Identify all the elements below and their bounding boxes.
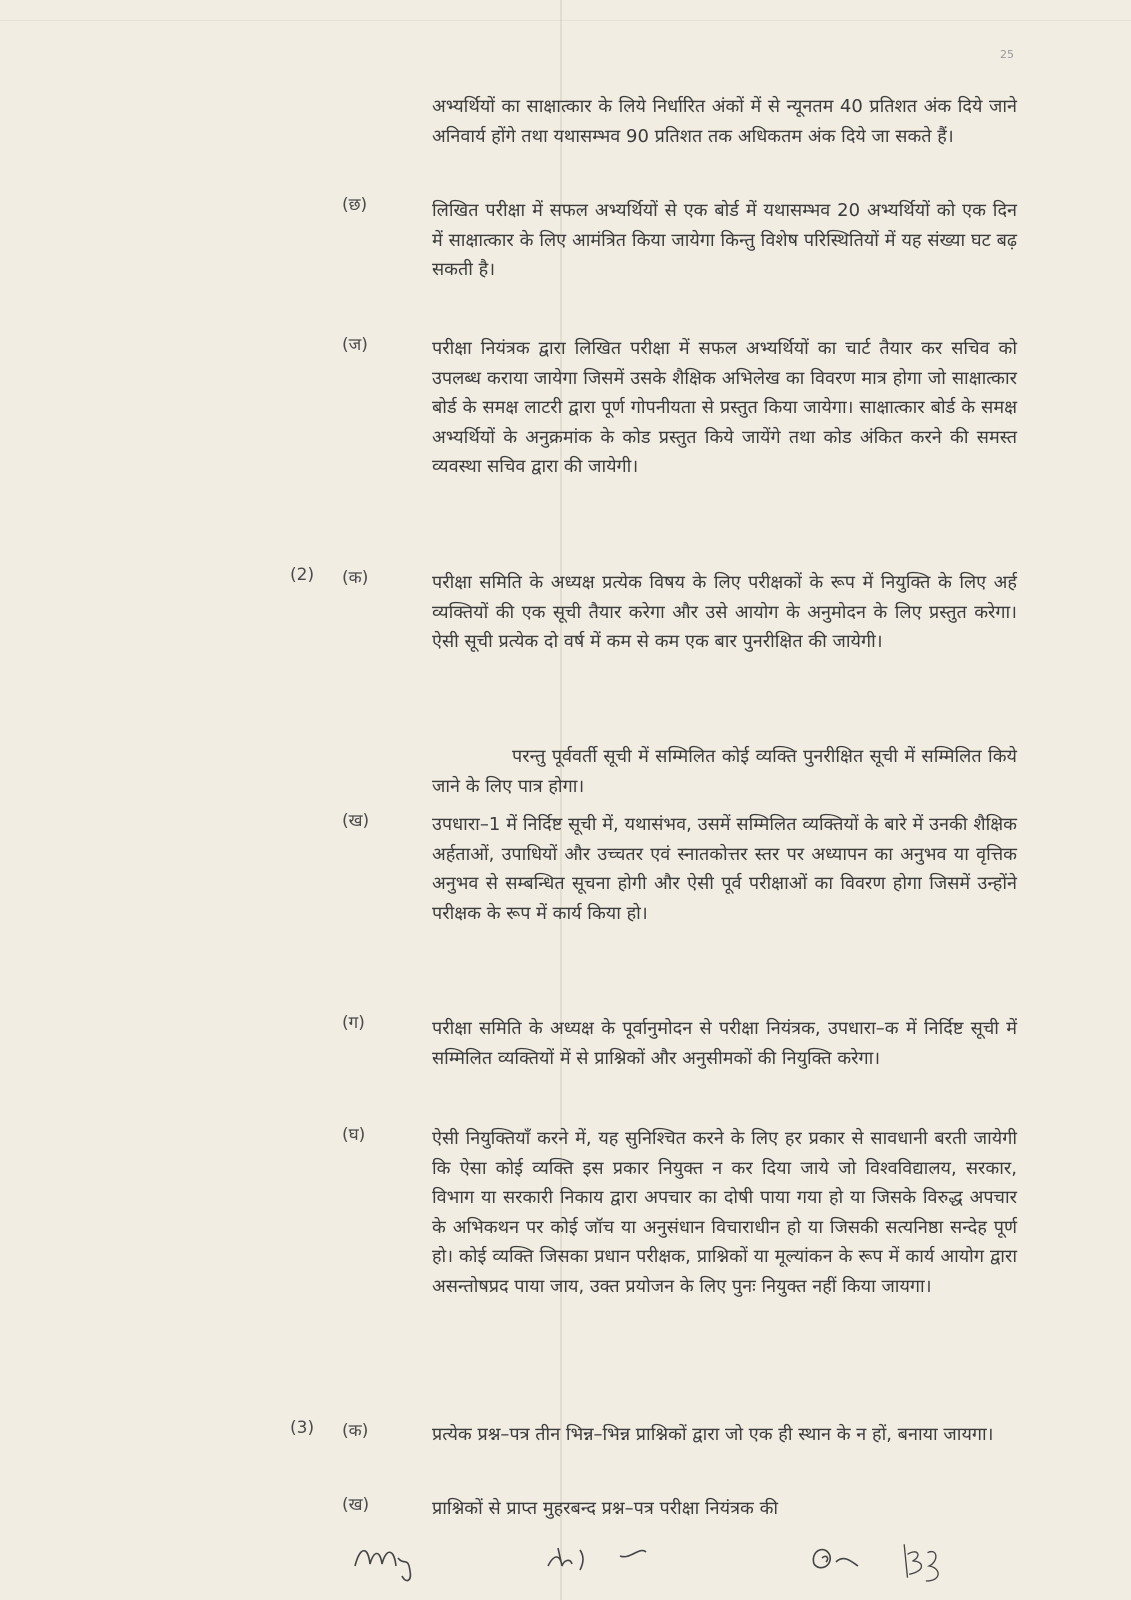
clause-text: परीक्षा नियंत्रक द्वारा लिखित परीक्षा में सफल अभ्यर्थियों का चार्ट तैयार कर सचिव को उपलब्ध कराया जायेगा जिसमें उसके शैक्षिक अभिलेख का विवरण मात्र होगा जो साक्षात्कार बोर्ड के समक्ष लाटरी द्वारा पूर्ण गोपनीयता से प्रस्तुत किया जायेगा। साक्षात्कार बोर्ड के समक्ष अभ्यर्थियों के अनुक्रमांक के कोड प्रस्तुत किये जायेंगे तथा कोड अंकित करने की समस्त व्यवस्था सचिव द्वारा की जायेगी। — [432, 338, 1017, 477]
handwritten-initials-3 — [610, 1536, 660, 1586]
handwritten-initials-2 — [540, 1536, 600, 1586]
handwritten-signature — [890, 1536, 960, 1586]
paragraph-continuation: अभ्यर्थियों का साक्षात्कार के लिये निर्धारित अंकों में से न्यूनतम 40 प्रतिशत अंक दिये जाने अनिवार्य होंगे तथा यथासम्भव 90 प्रतिशत तक अधिकतम अंक दिये जा सकते हैं। — [432, 96, 1017, 147]
clause-marker: (ख) — [342, 1495, 370, 1515]
clause-text: परीक्षा समिति के अध्यक्ष के पूर्वानुमोदन से परीक्षा नियंत्रक, उपधारा–क में निर्दिष्ट सूची में सम्मिलित व्यक्तियों में से प्राश्निकों और अनुसीमकों की नियुक्ति करेगा। — [432, 1018, 1017, 1069]
clause-marker: (क) — [342, 1421, 369, 1441]
clause-text: लिखित परीक्षा में सफल अभ्यर्थियों से एक बोर्ड में यथासम्भव 20 अभ्यर्थियों को एक दिन में साक्षात्कार के लिए आमंत्रित किया जायेगा किन्तु विशेष परिस्थितियों में यह संख्या घट बढ़ सकती है। — [432, 200, 1017, 280]
section-number: (2) — [290, 565, 315, 585]
handwritten-initials-4 — [800, 1536, 880, 1586]
clause-text: प्राश्निकों से प्राप्त मुहरबन्द प्रश्न–पत्र परीक्षा नियंत्रक की — [432, 1498, 779, 1519]
clause-marker: (घ) — [342, 1125, 366, 1145]
page-number: 25 — [1000, 48, 1014, 61]
clause-text: प्रत्येक प्रश्न–पत्र तीन भिन्न–भिन्न प्राश्निकों द्वारा जो एक ही स्थान के न हों, बनाया जायगा। — [432, 1424, 994, 1445]
clause-marker: (ग) — [342, 1013, 365, 1033]
clause-text: उपधारा–1 में निर्दिष्ट सूची में, यथासंभव, उसमें सम्मिलित व्यक्तियों के बारे में उनकी शैक्षिक अर्हताओं, उपाधियों और उच्चतर एवं स्नातकोत्तर स्तर पर अध्यापन का अनुभव या वृत्तिक अनुभव से सम्बन्धित सूचना होगी और ऐसी पूर्व परीक्षाओं का विवरण होगा जिसमें उन्होंने परीक्षक के रूप में कार्य किया हो। — [432, 814, 1017, 924]
clause-marker: (ज) — [342, 335, 368, 355]
section-number: (3) — [290, 1418, 315, 1438]
clause-marker: (छ) — [342, 195, 368, 215]
clause-text: परीक्षा समिति के अध्यक्ष प्रत्येक विषय के लिए परीक्षकों के रूप में नियुक्ति के लिए अर्ह व्यक्तियों की एक सूची तैयार करेगा और उसे आयोग के अनुमोदन के लिए प्रस्तुत करेगा। ऐसी सूची प्रत्येक दो वर्ष में कम से कम एक बार पुनरीक्षित की जायेगी। — [432, 572, 1017, 652]
clause-marker: (ख) — [342, 811, 370, 831]
paper-fold-line-horizontal — [0, 20, 1131, 21]
handwritten-initials-1 — [350, 1536, 430, 1586]
proviso-text: परन्तु पूर्ववर्ती सूची में सम्मिलित कोई व्यक्ति पुनरीक्षित सूची में सम्मिलित किये जाने के लिए पात्र होगा। — [432, 746, 1017, 797]
clause-text: ऐसी नियुक्तियाँ करने में, यह सुनिश्चित करने के लिए हर प्रकार से सावधानी बरती जायेगी कि ऐसा कोई व्यक्ति इस प्रकार नियुक्त न कर दिया जाये जो विश्वविद्यालय, सरकार, विभाग या सरकारी निकाय द्वारा अपचार का दोषी पाया गया हो या जिसके विरुद्ध अपचार के अभिकथन पर कोई जॉच या अनुसंधान विचाराधीन हो या जिसकी सत्यनिष्ठा सन्देह पूर्ण हो। कोई व्यक्ति जिसका प्रधान परीक्षक, प्राश्निकों या मूल्यांकन के रूप में कार्य आयोग द्वारा असन्तोषप्रद पाया जाय, उक्त प्रयोजन के लिए पुनः नियुक्त नहीं किया जायगा। — [432, 1128, 1017, 1297]
clause-marker: (क) — [342, 568, 369, 588]
